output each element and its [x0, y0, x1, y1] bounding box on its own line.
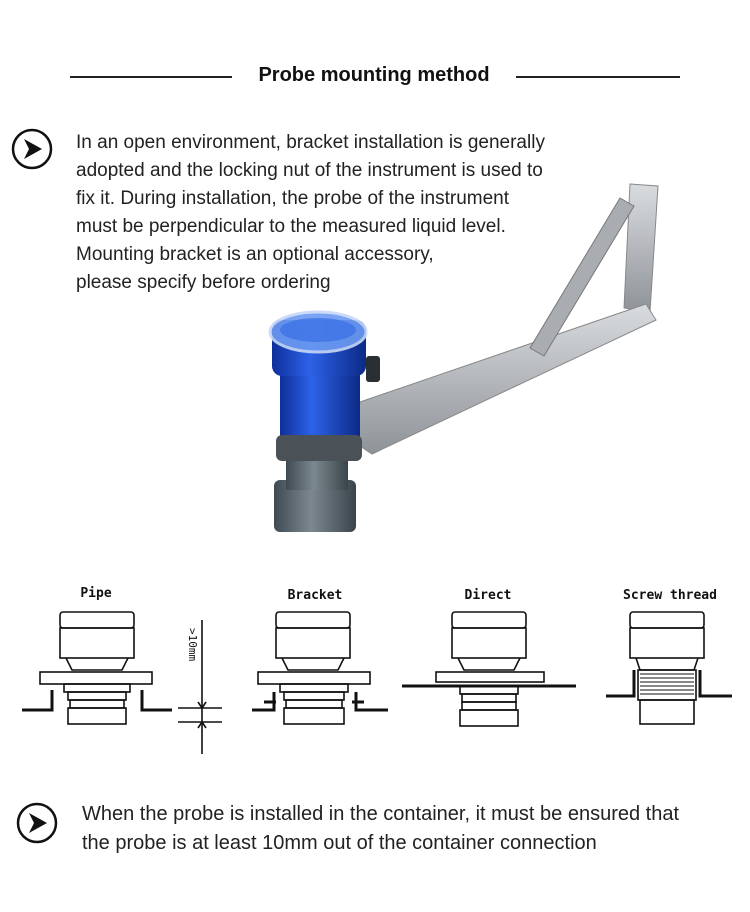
pipe-label: Pipe: [80, 586, 112, 601]
text-line: In an open environment, bracket installation is generally: [76, 132, 545, 153]
text-line: Mounting bracket is an optional accessory,: [76, 244, 434, 265]
text-line: must be perpendicular to the measured liquid level.: [76, 216, 506, 237]
heading-rule-right: [516, 76, 680, 78]
bracket-installation-text: [76, 129, 636, 297]
screw-thread-label: Screw thread: [623, 588, 717, 603]
arrow-right-circle-icon: [11, 128, 53, 170]
text-line: the probe is at least 10mm out of the container connection: [82, 832, 597, 854]
screw-thread-mount-drawing: [606, 612, 732, 724]
container-installation-text: [82, 800, 742, 858]
text-line: fix it. During installation, the probe of the instrument: [76, 188, 510, 209]
text-line: When the probe is installed in the container, it must be ensured that: [82, 803, 680, 825]
arrow-right-circle-icon: [16, 802, 58, 844]
text-line: adopted and the locking nut of the instrument is used to: [76, 160, 543, 181]
direct-label: Direct: [464, 588, 512, 603]
bracket-mount-drawing: [252, 612, 388, 724]
text-line: please specify before ordering: [76, 272, 331, 293]
heading-rule-left: [70, 76, 232, 78]
dimension-label: >10mm: [186, 628, 199, 662]
bracket-label: Bracket: [287, 588, 343, 603]
direct-mount-drawing: [402, 612, 576, 726]
page-title: Probe mounting method: [258, 64, 490, 86]
